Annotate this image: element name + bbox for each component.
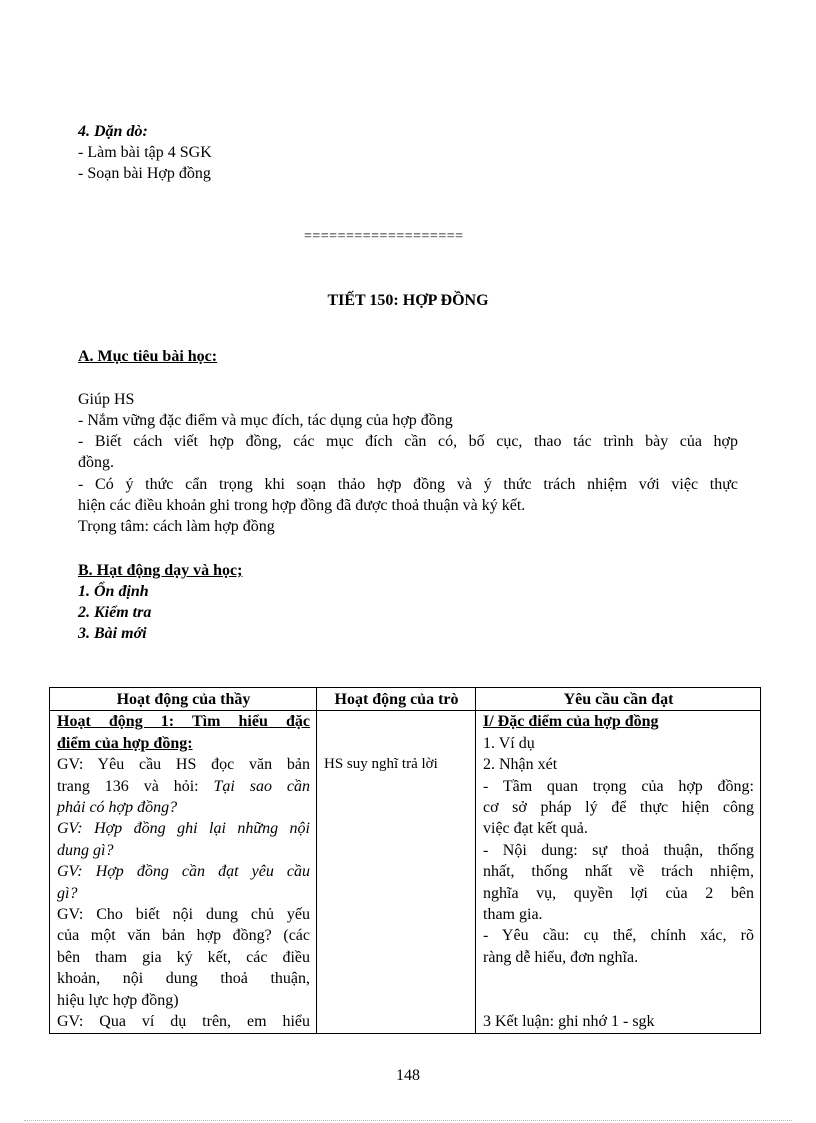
- header-requirements: Yêu cầu cần đạt: [476, 688, 761, 711]
- table-row: [50, 711, 761, 1033]
- requirement-line: nghĩa vụ, quyền lợi của 2 bên: [483, 884, 754, 902]
- student-response: HS suy nghĩ trả lời: [324, 756, 438, 773]
- teacher-question: phải có hợp đồng?: [57, 799, 178, 817]
- objective-line: hiện các điều khoản ghi trong hợp đồng đã được thoả thuận và ký kết.: [78, 497, 526, 514]
- focus-line: Trọng tâm: cách làm hợp đồng: [78, 518, 275, 535]
- lesson-table: [49, 687, 761, 1034]
- teacher-line: khoản, nội dung thoả thuận,: [57, 970, 310, 988]
- header-teacher: Hoạt động của thầy: [50, 688, 317, 711]
- step-item: 3. Bài mới: [78, 625, 147, 642]
- activity-heading: Hoạt động 1: Tìm hiểu đặc: [57, 713, 310, 731]
- page-bottom-rule: [24, 1120, 792, 1121]
- step-item: 2. Kiểm tra: [78, 604, 152, 621]
- section-a-heading: A. Mục tiêu bài học:: [78, 348, 218, 365]
- teacher-cell: [50, 711, 317, 1033]
- student-cell: [317, 711, 476, 1033]
- teacher-line: GV: Cho biết nội dung chủ yếu: [57, 906, 310, 924]
- teacher-line-part: trang 136 và hỏi:: [57, 777, 199, 795]
- requirement-line: tham gia.: [483, 906, 543, 924]
- objective-line: đồng.: [78, 454, 114, 471]
- teacher-line: GV: Qua ví dụ trên, em hiểu: [57, 1013, 310, 1031]
- requirement-line: - Nội dung: sự thoả thuận, thống: [483, 841, 754, 859]
- teacher-question: dung gì?: [57, 841, 114, 859]
- section-b-heading: B. Hạt động dạy và học;: [78, 562, 243, 579]
- requirement-line: - Tầm quan trọng của hợp đồng:: [483, 777, 754, 795]
- requirement-line: ràng dễ hiểu, đơn nghĩa.: [483, 948, 639, 966]
- teacher-line: bên tham gia ký kết, các điều: [57, 948, 310, 966]
- section-a-intro: Giúp HS: [78, 391, 135, 408]
- header-student: Hoạt động của trò: [317, 688, 476, 711]
- requirement-conclusion: 3 Kết luận: ghi nhớ 1 - sgk: [483, 1013, 655, 1031]
- requirement-line: việc đạt kết quả.: [483, 820, 588, 838]
- activity-heading: điểm của hợp đồng:: [57, 734, 193, 752]
- requirement-line: - Yêu cầu: cụ thể, chính xác, rõ: [483, 927, 754, 945]
- homework-heading: 4. Dặn dò:: [78, 123, 148, 140]
- homework-item: - Làm bài tập 4 SGK: [78, 144, 212, 161]
- step-item: 1. Ổn định: [78, 583, 149, 600]
- requirement-line: cơ sở pháp lý để thực hiện công: [483, 799, 754, 817]
- requirement-line: 2. Nhận xét: [483, 756, 558, 774]
- teacher-question: GV: Hợp đồng cần đạt yêu cầu: [57, 863, 310, 881]
- requirements-cell: [476, 711, 761, 1033]
- objective-line: - Nắm vững đặc điểm và mục đích, tác dụng của hợp đồng: [78, 412, 453, 429]
- teacher-question: Tại sao cần: [213, 777, 311, 795]
- teacher-question: GV: Hợp đồng ghi lại những nội: [57, 820, 310, 838]
- requirement-line: 1. Ví dụ: [483, 734, 535, 752]
- teacher-line: GV: Yêu cầu HS đọc văn bản: [57, 756, 310, 774]
- spacer: [483, 968, 754, 1011]
- objective-line: - Có ý thức cẩn trọng khi soạn thảo hợp đồng và ý thức trách nhiệm với việc thực: [78, 476, 738, 493]
- teacher-line: của một văn bản hợp đồng? (các: [57, 927, 310, 945]
- page-number: 148: [396, 1067, 420, 1084]
- homework-item: - Soạn bài Hợp đồng: [78, 165, 211, 182]
- separator: ===================: [304, 229, 464, 244]
- lesson-title: TIẾT 150: HỢP ĐỒNG: [327, 292, 489, 309]
- teacher-line: [57, 776, 310, 797]
- objective-line: - Biết cách viết hợp đồng, các mục đích cần có, bố cục, thao tác trình bày của hợp: [78, 433, 738, 450]
- teacher-line: hiệu lực hợp đồng): [57, 991, 179, 1009]
- requirement-line: nhất, thống nhất về trách nhiệm,: [483, 863, 754, 881]
- requirements-heading: I/ Đặc điểm của hợp đồng: [483, 713, 659, 731]
- table-header-row: [50, 688, 761, 711]
- teacher-question: gì?: [57, 884, 78, 902]
